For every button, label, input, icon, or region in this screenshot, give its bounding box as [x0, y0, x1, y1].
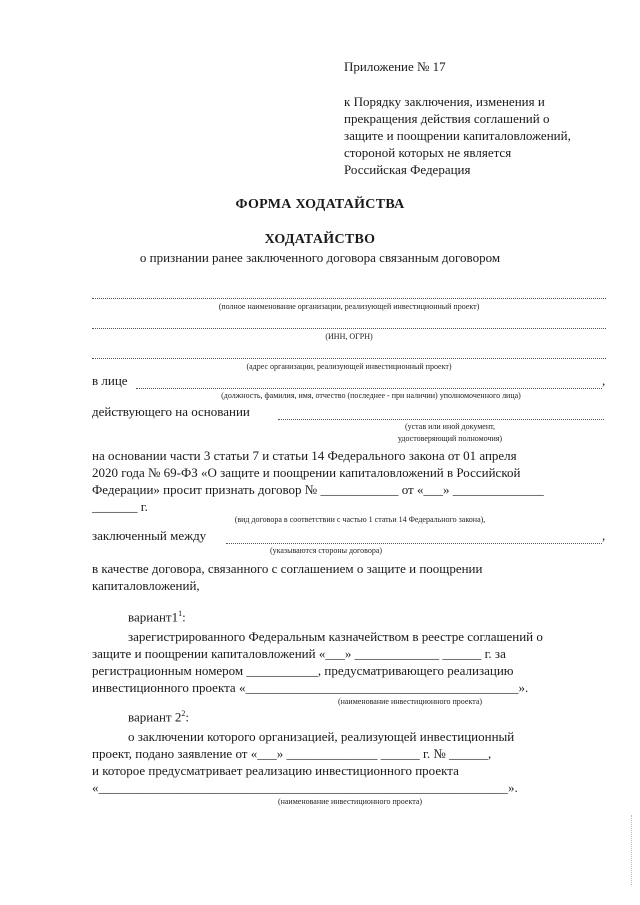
org-name-caption: (полное наименование организации, реализующей инвестиционный проект) — [218, 302, 480, 311]
appendix-basis-line: прекращения действия соглашений о — [344, 111, 550, 126]
address-caption: (адрес организации, реализующей инвестиционный проект) — [246, 362, 452, 371]
parties-caption: (указываются стороны договора) — [269, 546, 383, 555]
appendix-basis-line: к Порядку заключения, изменения и — [344, 94, 545, 109]
variant1-label: $вариант1^1$: — [128, 609, 186, 625]
document-title: ХОДАТАЙСТВО — [264, 232, 376, 247]
variant1-line: регистрационным номером ___________, предусматривающего реализацию — [92, 663, 514, 678]
variant1-line: инвестиционного проекта «__________________________________________». — [92, 680, 529, 695]
appendix-basis — [344, 93, 571, 178]
appendix-basis-line: стороной которых не является — [344, 145, 512, 160]
parties-comma: , — [602, 528, 606, 543]
request-line: 2020 года № 69-ФЗ «О защите и поощрении капиталовложений в Российской — [92, 465, 521, 480]
variant2-label: вариант $2^2$: — [128, 709, 189, 725]
acting-label: действующего на основании — [92, 404, 250, 419]
person-caption: (должность, фамилия, имя, отчество (последнее - при наличии) уполномоченного лица) — [221, 391, 521, 400]
document-subtitle: о признании ранее заключенного договора связанным договором — [139, 250, 501, 265]
variant2-line: «_______________________________________________________________». — [92, 780, 518, 795]
parties-field[interactable] — [226, 543, 602, 544]
basis-caption-1: (устав или иной документ, — [404, 422, 496, 431]
variant2-line: о заключении которого организацией, реализующей инвестиционный — [128, 729, 515, 744]
request-line: Федерации» просит признать договор № ____________ от «___» ______________ — [92, 482, 544, 497]
basis-caption-2: удостоверяющий полномочия) — [397, 434, 503, 443]
variant2-line: проект, подано заявление от «___» ______________ ______ г. № ______, — [92, 746, 492, 761]
project-name-caption-2: (наименование инвестиционного проекта) — [277, 797, 423, 806]
project-name-caption-1: (наименование инвестиционного проекта) — [337, 697, 483, 706]
in-person-field[interactable] — [136, 388, 602, 389]
appendix-basis-line: защите и поощрении капиталовложений, — [344, 128, 571, 143]
quality-line: капиталовложений, — [92, 578, 200, 593]
contract-type-caption: (вид договора в соответствии с частью 1 статьи 14 Федерального закона), — [234, 515, 486, 524]
org-name-field[interactable] — [92, 298, 606, 299]
acting-basis-field[interactable] — [278, 419, 604, 420]
variant1-line: защите и поощрении капиталовложений «___» _____________ ______ г. за — [92, 646, 506, 661]
request-line: на основании части 3 статьи 7 и статьи 14 Федерального закона от 01 апреля — [92, 448, 517, 463]
inn-ogrn-caption: (ИНН, ОГРН) — [325, 332, 373, 341]
in-person-label: в лице — [92, 373, 128, 388]
quality-line: в качестве договора, связанного с соглашением о защите и поощрении — [92, 561, 483, 576]
form-title: ФОРМА ХОДАТАЙСТВА — [235, 197, 405, 212]
appendix-header — [344, 58, 571, 178]
in-person-comma: , — [602, 373, 606, 388]
appendix-number: Приложение № 17 — [344, 59, 446, 74]
concluded-between-label: заключенный между — [92, 528, 207, 543]
variant2-line: и которое предусматривает реализацию инвестиционного проекта — [92, 763, 459, 778]
variant1-line: зарегистрированного Федеральным казначейством в реестре соглашений о — [128, 629, 543, 644]
inn-ogrn-field[interactable] — [92, 328, 606, 329]
scan-edge-divider — [631, 815, 633, 885]
address-field[interactable] — [92, 358, 606, 359]
request-line: _______ г. — [92, 499, 148, 514]
appendix-basis-line: Российская Федерация — [344, 162, 471, 177]
